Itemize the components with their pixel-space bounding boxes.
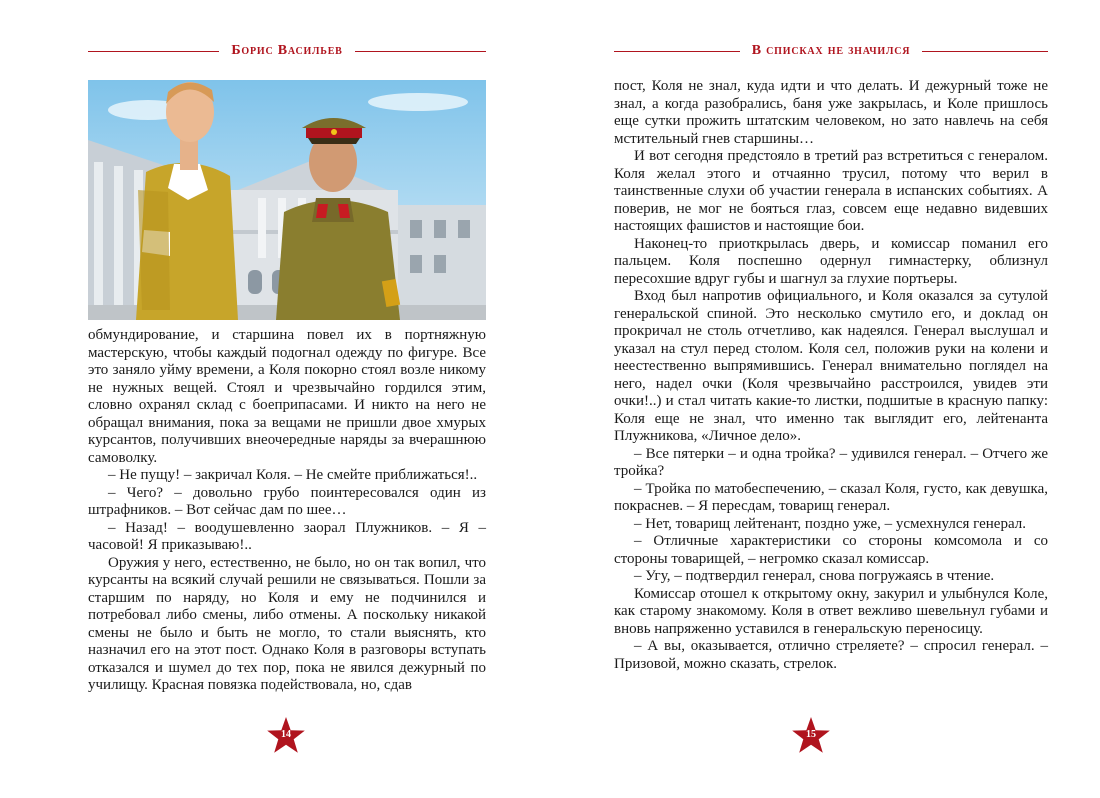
- paragraph: И вот сегодня предстояло в третий раз встретиться с генералом. Коля желал этого и отчаянно трусил, потому что верил в таинственные слухи об участии генерала в испанских событиях. А поверив, не мог не бояться глаз, совсем еще недавно видевших настоящих фашистов и настоящие бои.: [614, 148, 1048, 234]
- paragraph: – Назад! – воодушевленно заорал Плужников. – Я – часовой! Я приказываю!..: [88, 519, 486, 553]
- paragraph: пост, Коля не знал, куда идти и что делать. И дежурный тоже не знал, а когда разобрались, баня уже закрылась, и Коле пришлось еще сутки прожить штатским человеком, но зато навлечь на себя мстительный гнев старшины…: [614, 78, 1048, 147]
- paragraph: – Отличные характеристики со стороны комсомола и со стороны товарищей, – негромко сказал комиссар.: [614, 533, 1048, 567]
- paragraph: – Нет, товарищ лейтенант, поздно уже, – усмехнулся генерал.: [634, 515, 1026, 532]
- header-rule-right: [922, 51, 1048, 52]
- paragraph: – Чего? – довольно грубо поинтересовался один из штрафников. – Вот сейчас дам по шее…: [88, 484, 486, 518]
- paragraph: Вход был напротив официального, и Коля оказался за сутулой генеральской спиной. Это несколько смутило его, и доклад он прокричал не столь отчетливо, как надеялся. Генерал выслушал и указал на стул перед столом. Коля сел, положив руки на колени и неестественно выпрямившись. Генерал внимательно поглядел на него, надел очки (Коля чрезвычайно расстроился, увидев эти очки!..) и стал читать какие-то листки, подшитые в красную папку: Коля еще не знал, что именно так выглядит его, лейтенанта Плужникова, «Личное дело».: [614, 288, 1048, 444]
- page-number: 14: [281, 729, 291, 740]
- paragraph: Оружия у него, естественно, не было, но он так вопил, что курсанты на всякий случай решили не связываться. Пошли за старшим по наряду, но Коля и ему не подчинился и потребовал либо смены, либо отмены. А поскольку никакой смены не было и быть не могло, то стали выяснять, кто назначил его на этот пост. Однако Коля в разговоры вступать отказался и шумел до тех пор, пока не явился дежурный по училищу. Красная повязка подействовала, но, сдав: [88, 554, 486, 693]
- page-number-badge-left: [266, 716, 306, 756]
- paragraph: – Все пятерки – и одна тройка? – удивился генерал. – Отчего же тройка?: [614, 445, 1048, 479]
- page-number: 15: [806, 729, 816, 740]
- page-number-badge-right: [791, 716, 831, 756]
- author-name: Борис Васильев: [231, 43, 343, 58]
- header-rule-left: [614, 51, 740, 52]
- right-body-text: [614, 78, 1048, 673]
- illustration-cadet-and-officer: [88, 80, 486, 320]
- header-rule-right: [355, 51, 486, 52]
- paragraph: Наконец-то приоткрылась дверь, и комиссар поманил его пальцем. Коля поспешно одернул гимнастерку, облизнул пересохшие вдруг губы и шагнул за глухие портьеры.: [614, 235, 1048, 287]
- paragraph: Комиссар отошел к открытому окну, закурил и улыбнулся Коле, как старому знакомому. Коля в ответ вежливо шевельнул губами и вновь напряженно уставился в генеральскую переносицу.: [614, 585, 1048, 637]
- right-page: [560, 0, 1100, 798]
- paragraph: – Тройка по матобеспечению, – сказал Коля, густо, как девушка, покраснев. – Я пересдам, товарищ генерал.: [614, 480, 1048, 514]
- paragraph: – Угу, – подтвердил генерал, снова погружаясь в чтение.: [634, 568, 995, 584]
- book-title: В списках не значился: [751, 43, 911, 58]
- left-running-header: [88, 40, 486, 62]
- right-running-header: [614, 40, 1048, 62]
- left-body-text: [88, 327, 486, 695]
- paragraph: обмундирование, и старшина повел их в портняжную мастерскую, чтобы каждый подогнал одежду по фигуре. Все это заняло уйму времени, а Коля покорно стоял возле никому не нужных вещей. Стоял и чрезвычайно гордился этим, словно охранял склад с боеприпасами. И никто на него не обращал внимания, пока за вещами не пришли двое хмурых курсантов, получивших внеочередные наряды за вчерашнюю самоволку.: [88, 327, 486, 466]
- paragraph: – А вы, оказывается, отлично стреляете? – спросил генерал. – Призовой, можно сказать, стрелок.: [614, 638, 1048, 672]
- header-rule-left: [88, 51, 219, 52]
- paragraph: – Не пущу! – закричал Коля. – Не смейте приближаться!..: [108, 467, 478, 483]
